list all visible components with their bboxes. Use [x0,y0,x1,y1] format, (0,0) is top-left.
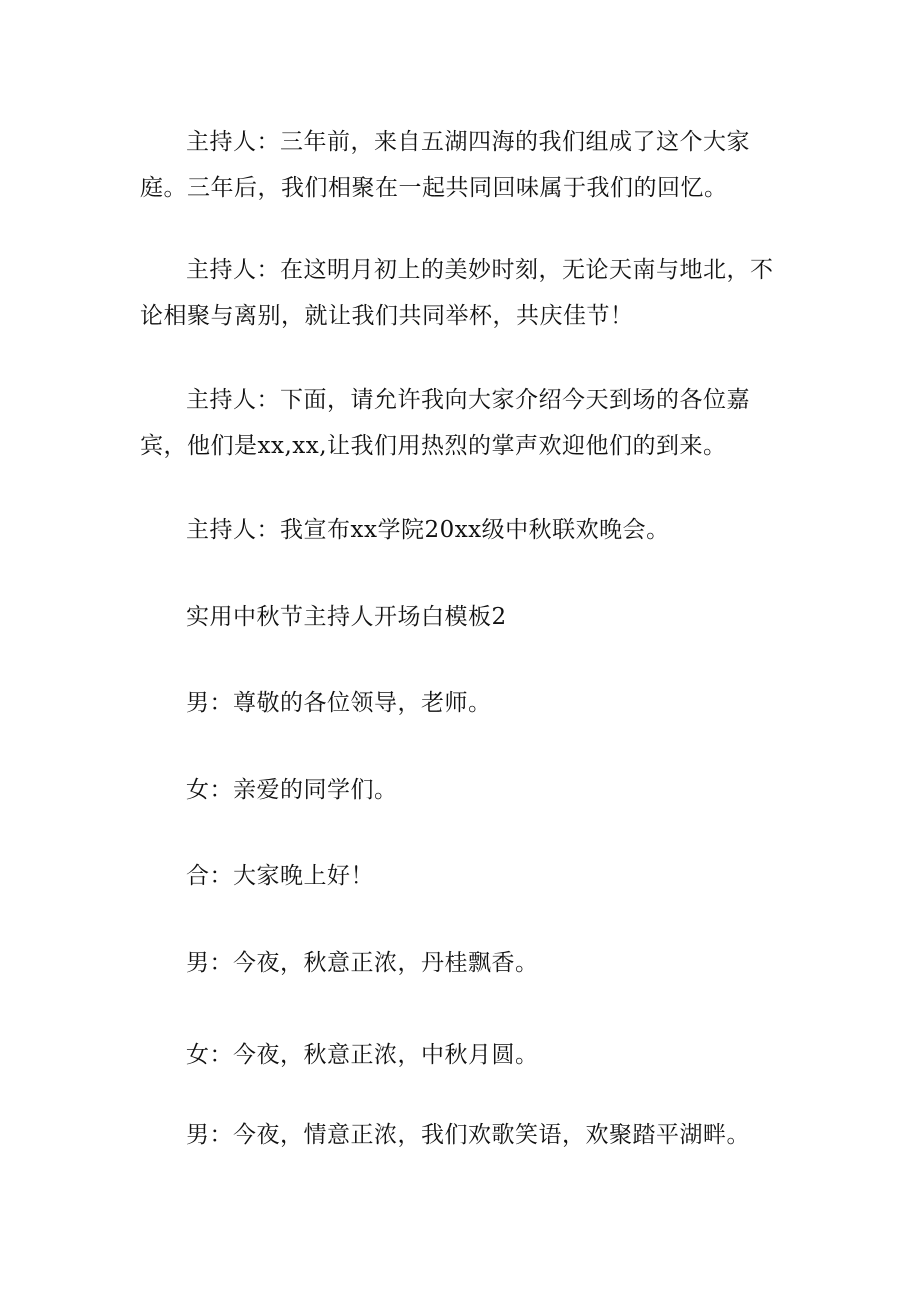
paragraph-male-tonight-1: 男：今夜，秋意正浓，丹桂飘香。 [186,950,539,976]
paragraph-host-toast: 主持人：在这明月初上的美妙时刻，无论天南与地北，不论相聚与离别，就让我们共同举杯，共庆佳节！ [140,257,774,329]
section-heading: 实用中秋节主持人开场白模板2 [186,604,507,630]
paragraph-male-greeting: 男：尊敬的各位领导，老师。 [186,690,492,716]
paragraph-female-greeting: 女：亲爱的同学们。 [186,777,398,803]
paragraph-male-tonight-2: 男：今夜，情意正浓，我们欢歌笑语，欢聚踏平湖畔。 [186,1122,750,1148]
paragraph-together-greeting: 合：大家晚上好！ [186,863,374,889]
paragraph-host-intro: 主持人：三年前，来自五湖四海的我们组成了这个大家庭。三年后，我们相聚在一起共同回味属于我们的回忆。 [140,129,750,201]
paragraph-female-tonight: 女：今夜，秋意正浓，中秋月圆。 [186,1042,539,1068]
paragraph-host-guests: 主持人：下面，请允许我向大家介绍今天到场的各位嘉宾，他们是xx,xx,让我们用热烈的掌声欢迎他们的到来。 [140,387,750,459]
paragraph-host-announce: 主持人：我宣布xx学院20xx级中秋联欢晚会。 [186,517,670,543]
